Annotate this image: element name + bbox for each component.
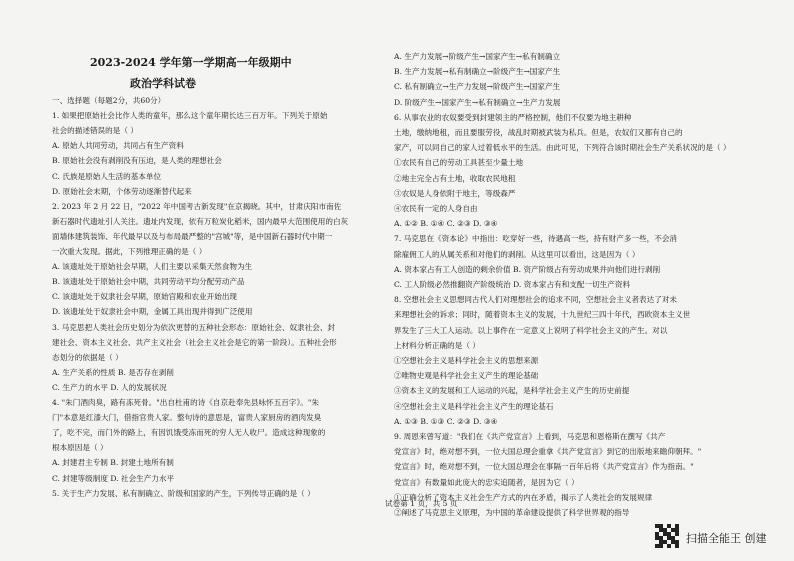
text-line: B. 原始社会没有剥削没有压迫，是人类的理想社会	[52, 156, 222, 166]
text-line: C. 氏族是原始人生活的基本单位	[52, 171, 162, 181]
text-line: 态划分的依据是（ ）	[52, 352, 123, 362]
text-line: D. 阶级产生→国家产生→私有制确立→生产力发展	[394, 97, 561, 107]
text-line: 来理想社会的诉求；同时，随着资本主义的发展，十九世纪三四十年代，西欧资本主义世	[394, 310, 691, 320]
text-line: ①空想社会主义是科学社会主义的思想来源	[394, 356, 539, 365]
text-line: 根本原因是（ ）	[52, 443, 108, 453]
text-line: 8. 空想社会主义思想同古代人们对理想社会的追求不同，空想社会主义者表达了对未	[394, 295, 678, 305]
text-line: A. ①② B. ①④ C. ②③ D. ③④	[394, 219, 498, 229]
text-line: ①正确分析了资本主义社会生产方式的内在矛盾，揭示了人类社会的发展规律	[394, 492, 653, 502]
text-line: 了，吃不完，而门外的路上，有因饥饿受冻而死的穷人无人收尸。造成这种现象的	[52, 428, 326, 438]
text-line: 1. 如果把原始社会比作人类的童年，那么这个童年期长达三百万年。下列关于原始	[52, 111, 328, 121]
text-line: ②阐述了马克思主义原理，为中国的革命建设提供了科学世界观的指导	[394, 508, 630, 517]
text-line: 5. 关于生产力发展、私有制确立、阶级和国家的产生，下列传导正确的是（ ）	[52, 488, 315, 498]
page-number: 试卷第 1 页，共 5 页	[385, 499, 458, 508]
text-line: 除雇佣工人的从属关系和对他们的剥削。从这里可以看出，这是因为（ ）	[394, 249, 640, 259]
text-line: 2. 2023 年 2 月 22 日，"2022 年中国考古新发现"在京揭晓。其中，甘肃庆阳市南佐	[52, 201, 342, 211]
text-line: A. 生产关系的性质 B. 是否存在剥削	[52, 367, 174, 377]
text-line: C. 生产力的水平 D. 人的发展状况	[52, 382, 167, 392]
text-line: 4. "朱门酒肉臭，路有冻死骨。"出自杜甫的诗《自京赴奉先县咏怀五百字》。"朱	[52, 398, 319, 407]
qr-code-icon	[655, 524, 679, 548]
text-line: ①农民有自己的劳动工具甚至少量土地	[394, 158, 524, 168]
text-line: ②地主完全占有土地，收取农民地租	[394, 173, 516, 183]
right-column	[394, 0, 786, 561]
text-line: A. 原始人共同劳动，共同占有生产资料	[52, 141, 184, 151]
text-line: 上材料分析正确的是（ ）	[394, 340, 480, 350]
text-line: 家产，可以同自己的家人过着低水平的生活。由此可见，下列符合该时期社会生产关系状况的是（ ）	[394, 143, 731, 153]
scanner-watermark: 扫描全能王 创建	[686, 532, 767, 545]
text-line: A. 该遗址处于原始社会早期，人们主要以采集天然食物为生	[52, 262, 253, 272]
text-line: C. 封建等级制度 D. 社会生产力水平	[52, 473, 175, 483]
exam-subtitle: 政治学科试卷	[130, 77, 196, 90]
exam-title: 2023-2024 学年第一学期高一年级期中	[90, 56, 292, 69]
text-line: ③资本主义的发展和工人运动的兴起，是科学社会主义产生的历史前提	[394, 386, 630, 396]
text-line: A. 资本家占有工人创造的剩余价值 B. 资产阶级占有劳动成果并向他们进行剥削	[394, 264, 661, 274]
text-line: B. 该遗址处于原始社会中期，共同劳动平均分配劳动产品	[52, 277, 245, 287]
text-line: 9. 周恩来曾写道："我们在《共产党宣言》上看到，马克思和恩格斯在撰写《共产	[394, 432, 666, 441]
text-line: D. 原始社会末期，个体劳动逐渐替代起来	[52, 186, 192, 196]
text-line: 3. 马克思把人类社会历史划分为依次更替的五种社会形态：原始社会、奴隶社会、封	[52, 322, 336, 332]
text-line: 土地，缴纳地租，而且要服劳役，战乱时期被武装为私兵。但是，农奴们又都有自己的	[394, 128, 683, 137]
text-line: 7. 马克思在《资本论》中指出：吃穿好一些，待遇高一些，持有财产多一些，不会消	[394, 234, 678, 244]
text-line: A. ①③ B. ①③ C. ②③ D. ③④	[394, 416, 498, 426]
text-line: 党宣言》时，绝对想不到，一位大国总理会重拿《共产党宣言》到它的出版地来瞻仰朝拜。"	[394, 447, 702, 457]
text-line: C. 该遗址处于奴隶社会早期，原始宫殿和农业开始出现	[52, 292, 238, 302]
text-line: 建社会、资本主义社会、共产主义社会（社会主义社会是它的第一阶段）。五种社会形	[52, 337, 337, 347]
text-line: 党宣言》有数量如此庞大的忠实追随者，是因为它（ ）	[394, 477, 579, 487]
text-line: C. 私有制确立→生产力发展→阶级产生→国家产生	[394, 82, 561, 92]
text-line: ④农民有一定的人身自由	[394, 204, 478, 213]
text-line: 社会的描述错误的是（ ）	[52, 126, 138, 136]
text-line: 一次重大发现。据此，下列推理正确的是（ ）	[52, 247, 207, 256]
text-line: 新石器时代遗址引人关注。遗址内发现，依有万粒炭化稻米，国内最早大范围使用的白灰	[52, 216, 349, 226]
text-line: 6. 从事农业的农奴要受到封建领主的严格控制，他们不仅要为地主耕种	[394, 112, 632, 122]
text-line: ②唯物史观是科学社会主义产生的理论基础	[394, 371, 539, 381]
text-line: ③农奴是人身依附于地主，等级森严	[394, 188, 516, 198]
text-line: 一、选择题（每题2分，共60分）	[52, 96, 166, 105]
text-line: A. 封建君主专制 B. 封建土地所有制	[52, 458, 174, 468]
text-line: C. 工人阶级必然推翻资产阶级统治 D. 资本家占有和支配一切生产资料	[394, 280, 631, 289]
text-line: ④空想社会主义是科学社会主义产生的理论基石	[394, 401, 554, 411]
text-line: 党宣言》时，绝对想不到，一位大国总理会在事隔一百年后将《共产党宣言》作为指南。"	[394, 462, 694, 472]
text-line: D. 该遗址处于奴隶社会中期，金属工具出现并得到广泛使用	[52, 307, 253, 317]
text-line: 面墙体建筑装饰、年代最早以及与布局最严整的"宫城"等，是中国新石器时代中期一	[52, 231, 333, 241]
text-line: B. 生产力发展→私有制确立→阶级产生→国家产生	[394, 67, 561, 77]
left-column	[52, 0, 388, 561]
text-line: 门"本意是红漆大门，借指官贵人家。整句诗的意思是，富贵人家厨房的酒肉发臭	[52, 413, 322, 423]
text-line: 界发生了三大工人运动。以上事件在一定意义上说明了科学社会主义的产生。对以	[394, 325, 668, 335]
text-line: A. 生产力发展→阶级产生→国家产生→私有制确立	[394, 52, 561, 61]
